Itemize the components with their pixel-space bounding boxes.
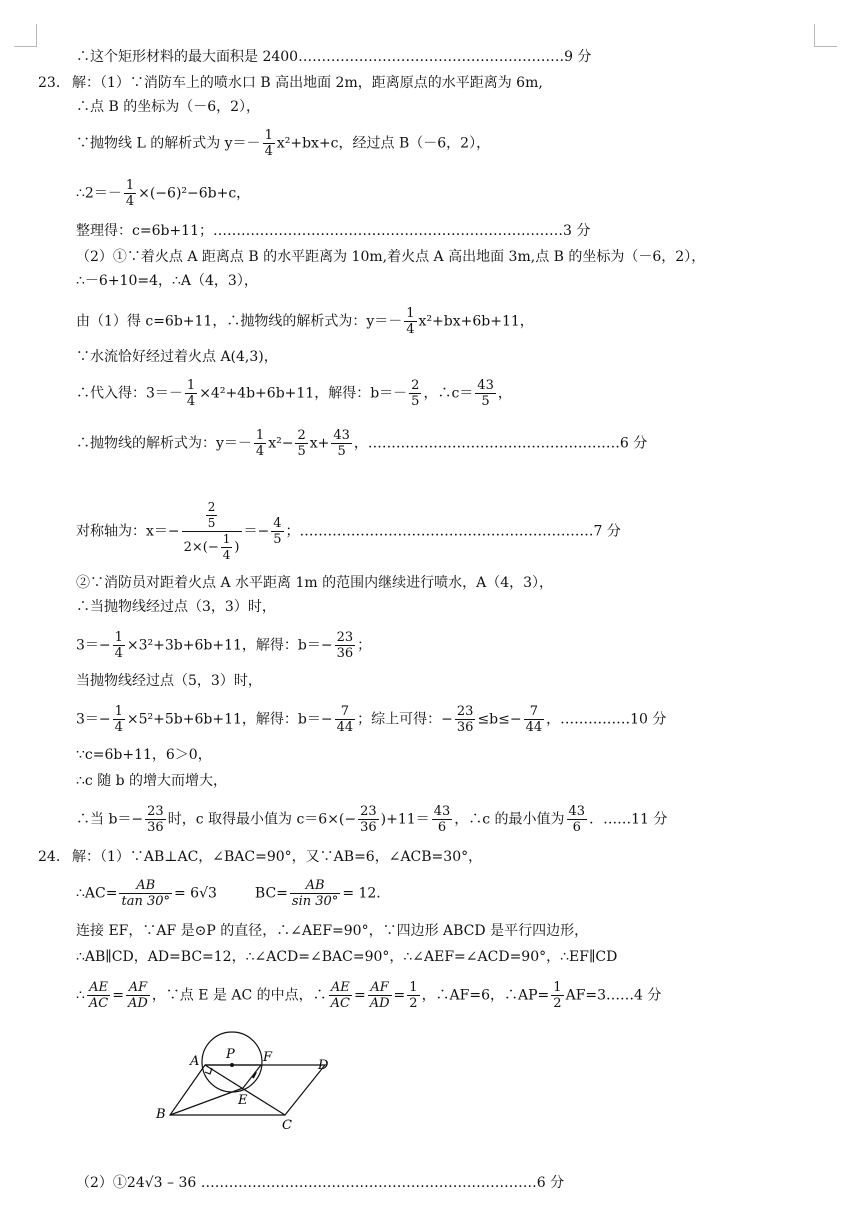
text: ；: [357, 637, 372, 654]
text: x²−: [268, 435, 294, 452]
text: 由（1）得 c=6b+11，∴抛物线的解析式为：y＝－: [76, 313, 403, 330]
text: ，∴c 的最小值为: [454, 811, 565, 828]
fraction: $\frac{1}{4}$: [186, 378, 196, 409]
text: ×3²+3b+6b+11，解得：b＝−: [126, 637, 333, 654]
fraction: $\frac{43}{6}$: [568, 804, 586, 835]
text-line: ∵c=6b+11，6＞0，: [76, 747, 212, 763]
fraction: $\frac{2}{5}$: [297, 428, 306, 459]
parallelogram-abcd: [170, 1065, 325, 1115]
fraction: $\frac{43}{6}$: [433, 804, 451, 835]
text: AF=3……4 分: [565, 987, 662, 1004]
text: = 12.: [342, 885, 381, 902]
text: ×5²+5b+6b+11，解得：b＝−: [126, 711, 333, 728]
text: ＝−: [243, 523, 270, 540]
label-e: E: [238, 1093, 248, 1108]
text-line: 连接 EF，∵AF 是⊙P 的直径，∴∠AEF=90°，∵四边形 ABCD 是平行四边形，: [76, 923, 589, 939]
text-line: ∴点 B 的坐标为（－6，2），: [76, 99, 261, 115]
fraction: $\frac{23}{36}$: [456, 704, 474, 735]
text: ∴抛物线的解析式为：y＝－: [76, 435, 252, 452]
text-line: （2）①24√3 – 36 ………………………………………………………………6 分: [76, 1175, 565, 1191]
text: ，: [497, 385, 512, 402]
formula-line: [76, 704, 666, 735]
text: =: [393, 987, 406, 1004]
fraction: $\frac{AE}{AC}$: [88, 980, 109, 1011]
text: 3＝−: [76, 711, 111, 728]
formula-line: [76, 178, 250, 209]
text: x+: [309, 435, 330, 452]
formula-line: [76, 306, 534, 337]
text-line: ∴c 随 b 的增大而增大，: [76, 773, 228, 789]
text: =: [354, 987, 366, 1004]
text: ∴AC=: [76, 885, 118, 902]
question-number-24: 24.: [38, 849, 61, 865]
text: x²+bx+6b+11，: [418, 313, 534, 330]
fraction: $\frac{1}{4}$: [114, 704, 123, 735]
text: ∴: [76, 987, 85, 1004]
text: ×(−6)²−6b+c，: [138, 185, 251, 202]
fraction: $\frac{7}{44}$: [525, 704, 543, 735]
label-c: C: [282, 1118, 292, 1133]
fraction-axis: $\frac{2}{5}$ 2×(− $\frac{1}{4}$ ): [183, 500, 240, 562]
fraction: $\frac{1}{4}$: [264, 128, 273, 159]
fraction: $\frac{AE}{AC}$: [330, 980, 350, 1011]
text: ；综上可得：−: [357, 711, 453, 728]
fraction: $\frac{1}{4}$: [114, 630, 123, 661]
text: = 6√3: [174, 885, 217, 902]
text-line: ∵水流恰好经过着火点 A(4,3)，: [76, 349, 278, 365]
text: ≤b≤−: [477, 711, 522, 728]
formula-line: [76, 980, 661, 1011]
text: 对称轴为：x＝−: [76, 523, 180, 540]
text: ；………………………………………………………7 分: [285, 523, 621, 540]
crop-mark-top-right: [814, 24, 837, 47]
fraction: $\frac{23}{36}$: [336, 630, 354, 661]
fraction: $\frac{1}{2}$: [553, 980, 562, 1011]
text-line: 整理得：c=6b+11；…………………………………………………………………3 分: [76, 223, 591, 239]
text: 时，c 取得最小值为 c＝6×(−: [167, 811, 357, 828]
fraction: $\frac{AB}{\sin 30^\circ}$: [291, 878, 339, 909]
text: ，……………10 分: [546, 711, 667, 728]
text: ，∴c＝: [423, 385, 474, 402]
geometry-diagram: [150, 1028, 350, 1138]
label-b: B: [156, 1107, 166, 1122]
text: ，∵点 E 是 AC 的中点，∴: [151, 987, 327, 1004]
text: ×4²+4b+6b+11，解得：b＝－: [199, 385, 408, 402]
text: ∴2＝－: [76, 185, 122, 202]
text-line: （2）①∵着火点 A 距离点 B 的水平距离为 10m,着火点 A 高出地面 3m,点 B 的坐标为（－6，2），: [76, 249, 706, 265]
text: BC=: [254, 885, 288, 902]
text-line: 解：（1）∵消防车上的喷水口 B 高出地面 2m，距离原点的水平距离为 6m,: [72, 75, 543, 91]
text: ．……11 分: [589, 811, 668, 828]
formula-line: [76, 630, 371, 661]
fraction: $\frac{23}{36}$: [360, 804, 377, 835]
fraction: $\frac{1}{4}$: [255, 428, 265, 459]
fraction: $\frac{23}{36}$: [147, 804, 164, 835]
text: ∴当 b＝−: [76, 811, 144, 828]
formula-line: [76, 128, 490, 159]
formula-line: [76, 500, 621, 563]
label-p: P: [226, 1047, 235, 1062]
formula-line: [76, 878, 381, 909]
label-f: F: [263, 1050, 273, 1065]
text: 3＝−: [76, 637, 111, 654]
text: =: [112, 987, 124, 1004]
fraction: $\frac{1}{4}$: [125, 178, 135, 209]
text: )+11＝: [380, 811, 430, 828]
text: ∵抛物线 L 的解析式为 y＝－: [76, 135, 261, 152]
text-line: ∴AB∥CD，AD=BC=12，∴∠ACD=∠BAC=90°，∴∠AEF=∠ACD=90°，∴EF∥CD: [76, 949, 618, 965]
text: ，∴AF=6，∴AP=: [421, 987, 550, 1004]
text: ，………………………………………………6 分: [353, 435, 648, 452]
text-line: 当抛物线经过点（5，3）时，: [76, 673, 262, 689]
text: ∴代入得：3＝－: [76, 385, 183, 402]
segment-be: [170, 1088, 243, 1115]
fraction: $\frac{AB}{\tan 30^\circ}$: [121, 878, 170, 909]
fraction: $\frac{1}{4}$: [406, 306, 415, 337]
formula-line: [76, 378, 512, 409]
crop-mark-top-left: [14, 24, 37, 47]
tick-mark: [253, 1072, 256, 1078]
fraction: $\frac{AF}{AD}$: [369, 980, 390, 1011]
point-p: [230, 1063, 234, 1067]
text-line: ∴－6+10=4，∴A（4，3），: [76, 273, 258, 289]
fraction: $\frac{43}{5}$: [333, 428, 350, 459]
text-line: 解：（1）∵AB⊥AC，∠BAC=90°，又∵AB=6，∠ACB=30°，: [72, 849, 483, 865]
fraction: $\frac{7}{44}$: [336, 704, 354, 735]
fraction: $\frac{43}{5}$: [477, 378, 494, 409]
formula-line: [76, 428, 647, 459]
question-number-23: 23.: [38, 75, 61, 91]
circle-p: [202, 1032, 262, 1092]
text-line: ∴这个矩形材料的最大面积是 2400…………………………………………………9 分: [76, 49, 592, 65]
label-d: D: [318, 1058, 329, 1073]
fraction: $\frac{1}{2}$: [409, 980, 418, 1011]
label-a: A: [190, 1054, 200, 1069]
fraction: $\frac{AF}{AD}$: [128, 980, 148, 1011]
text-line: ∴当抛物线经过点（3，3）时，: [76, 599, 276, 615]
text-line: ②∵消防员对距着火点 A 水平距离 1m 的范围内继续进行喷水，A（4，3），: [76, 575, 554, 591]
text: x²+bx+c，经过点 B（－6，2），: [276, 135, 491, 152]
fraction: $\frac{2}{5}$: [411, 378, 420, 409]
fraction: $\frac{4}{5}$: [273, 516, 282, 547]
formula-line: [76, 804, 667, 835]
